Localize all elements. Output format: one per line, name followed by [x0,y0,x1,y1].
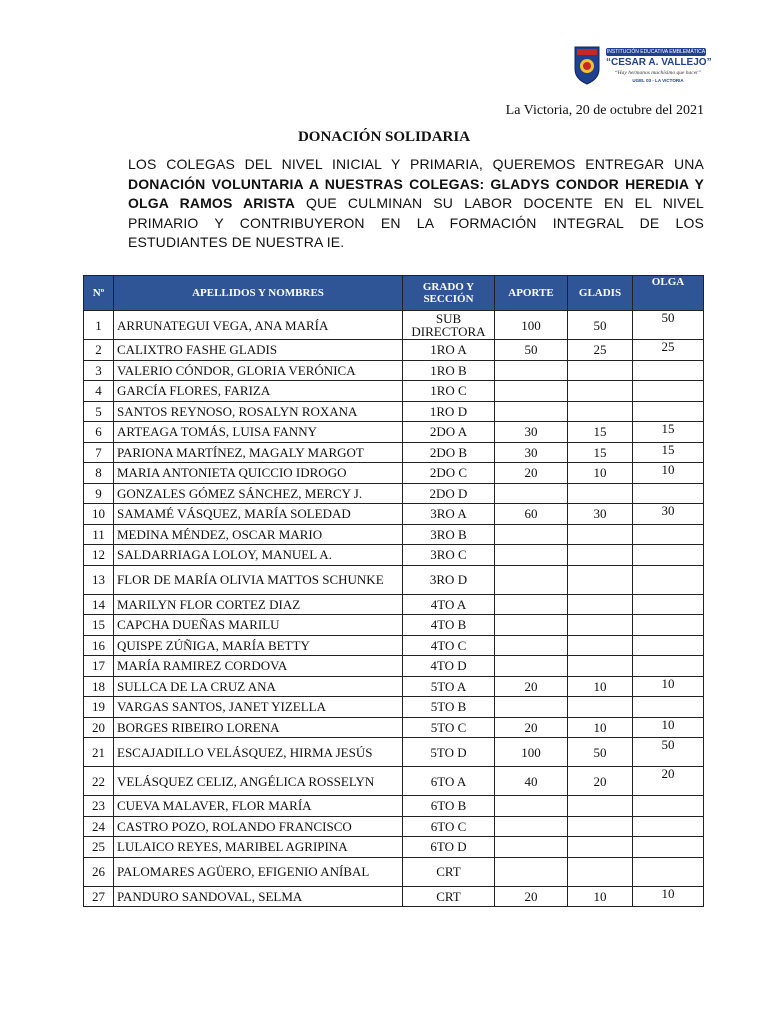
cell-name: GARCÍA FLORES, FARIZA [114,381,403,402]
cell-grado: 5TO C [403,717,495,738]
cell-no: 27 [84,886,114,907]
cell-no: 14 [84,594,114,615]
table-row [84,311,704,340]
intro-text-bold: DONACIÓN VOLUNTARIA A NUESTRAS COLEGAS: GLADYS CONDOR HEREDIA Y OLGA RAMOS ARISTA [128,175,704,211]
cell-grado: 5TO D [403,738,495,767]
cell-name: PARIONA MARTÍNEZ, MAGALY MARGOT [114,442,403,463]
logo-banner: INSTITUCIÓN EDUCATIVA EMBLEMÁTICA [606,49,706,55]
cell-name: MARILYN FLOR CORTEZ DIAZ [114,594,403,615]
cell-aporte: 100 [495,738,568,767]
cell-no: 3 [84,360,114,381]
cell-aporte [495,635,568,656]
cell-name: SALDARRIAGA LOLOY, MANUEL A. [114,545,403,566]
cell-grado: 6TO D [403,837,495,858]
cell-aporte: 20 [495,717,568,738]
cell-no: 13 [84,565,114,594]
cell-aporte [495,401,568,422]
cell-grado: 6TO A [403,767,495,796]
table-row [84,463,704,484]
cell-aporte [495,360,568,381]
cell-gladis [568,796,633,817]
table-row [84,442,704,463]
cell-olga [633,635,704,656]
table-row [84,796,704,817]
table-row [84,545,704,566]
table-row [84,340,704,361]
cell-aporte [495,565,568,594]
cell-gladis: 10 [568,717,633,738]
cell-olga [633,483,704,504]
table-row [84,697,704,718]
cell-no: 17 [84,656,114,677]
cell-aporte [495,837,568,858]
cell-grado: 3RO A [403,504,495,525]
cell-name: PANDURO SANDOVAL, SELMA [114,886,403,907]
cell-gladis: 50 [568,311,633,340]
cell-olga [633,837,704,858]
cell-aporte [495,524,568,545]
cell-grado: 5TO B [403,697,495,718]
cell-gladis: 10 [568,886,633,907]
cell-name: CAPCHA DUEÑAS MARILU [114,615,403,636]
table-row [84,767,704,796]
cell-no: 18 [84,676,114,697]
cell-no: 9 [84,483,114,504]
cell-name: ESCAJADILLO VELÁSQUEZ, HIRMA JESÚS [114,738,403,767]
school-name: “CESAR A. VALLEJO” [606,57,712,68]
cell-olga: 10 [633,676,704,697]
cell-olga [633,615,704,636]
table-row [84,381,704,402]
cell-olga [633,565,704,594]
shield-icon [573,45,601,85]
cell-grado: 2DO D [403,483,495,504]
cell-no: 25 [84,837,114,858]
cell-no: 15 [84,615,114,636]
cell-olga [633,524,704,545]
cell-gladis [568,483,633,504]
cell-olga [633,381,704,402]
cell-aporte [495,816,568,837]
table-row [84,483,704,504]
cell-gladis: 10 [568,676,633,697]
cell-olga: 25 [633,340,704,361]
cell-olga [633,360,704,381]
table-row [84,635,704,656]
cell-aporte: 60 [495,504,568,525]
cell-gladis [568,545,633,566]
header-aporte: APORTE [495,276,568,311]
cell-no: 1 [84,311,114,340]
cell-grado: 1RO A [403,340,495,361]
cell-grado: 2DO B [403,442,495,463]
cell-aporte: 20 [495,676,568,697]
cell-gladis [568,697,633,718]
cell-name: FLOR DE MARÍA OLIVIA MATTOS SCHUNKE [114,565,403,594]
cell-olga: 10 [633,886,704,907]
cell-gladis [568,635,633,656]
cell-name: ARRUNATEGUI VEGA, ANA MARÍA [114,311,403,340]
cell-olga [633,656,704,677]
cell-grado: 6TO B [403,796,495,817]
cell-olga: 10 [633,717,704,738]
cell-aporte: 40 [495,767,568,796]
cell-name: VALERIO CÓNDOR, GLORIA VERÓNICA [114,360,403,381]
table-header-row [84,276,704,311]
cell-name: LULAICO REYES, MARIBEL AGRIPINA [114,837,403,858]
table-row [84,504,704,525]
cell-no: 4 [84,381,114,402]
cell-aporte [495,796,568,817]
table-row [84,615,704,636]
cell-no: 2 [84,340,114,361]
cell-name: CASTRO POZO, ROLANDO FRANCISCO [114,816,403,837]
cell-aporte [495,483,568,504]
cell-name: GONZALES GÓMEZ SÁNCHEZ, MERCY J. [114,483,403,504]
cell-grado: 4TO D [403,656,495,677]
table-row [84,837,704,858]
cell-gladis [568,360,633,381]
cell-olga: 10 [633,463,704,484]
school-motto: “Hay hermanos muchísimo que hacer” [614,70,702,76]
cell-grado: 2DO A [403,422,495,443]
cell-olga [633,545,704,566]
header-name: APELLIDOS Y NOMBRES [114,276,403,311]
document-title: DONACIÓN SOLIDARIA [297,129,471,145]
cell-no: 16 [84,635,114,656]
cell-olga: 50 [633,738,704,767]
cell-no: 26 [84,857,114,886]
header-gladis: GLADIS [568,276,633,311]
cell-name: SULLCA DE LA CRUZ ANA [114,676,403,697]
cell-name: CUEVA MALAVER, FLOR MARÍA [114,796,403,817]
cell-gladis [568,656,633,677]
cell-no: 10 [84,504,114,525]
cell-gladis [568,524,633,545]
cell-grado: 2DO C [403,463,495,484]
cell-aporte [495,594,568,615]
cell-olga [633,816,704,837]
cell-name: MARÍA RAMIREZ CORDOVA [114,656,403,677]
cell-grado: 4TO C [403,635,495,656]
cell-grado: CRT [403,857,495,886]
cell-no: 23 [84,796,114,817]
table-row [84,422,704,443]
cell-olga [633,594,704,615]
table-row [84,524,704,545]
table-row [84,656,704,677]
cell-aporte: 30 [495,422,568,443]
cell-name: SANTOS REYNOSO, ROSALYN ROXANA [114,401,403,422]
cell-gladis: 20 [568,767,633,796]
cell-olga: 20 [633,767,704,796]
cell-aporte [495,697,568,718]
cell-no: 24 [84,816,114,837]
cell-name: MARIA ANTONIETA QUICCIO IDROGO [114,463,403,484]
cell-name: MEDINA MÉNDEZ, OSCAR MARIO [114,524,403,545]
cell-gladis: 25 [568,340,633,361]
cell-name: VARGAS SANTOS, JANET YIZELLA [114,697,403,718]
cell-no: 8 [84,463,114,484]
cell-aporte: 30 [495,442,568,463]
cell-gladis [568,401,633,422]
intro-text-1: LOS COLEGAS DEL NIVEL INICIAL Y PRIMARIA, QUEREMOS ENTREGAR UNA [128,156,704,172]
cell-gladis [568,837,633,858]
cell-aporte [495,615,568,636]
table-row [84,886,704,907]
cell-gladis [568,615,633,636]
intro-text-2: QUE CULMINAN SU LABOR DOCENTE EN EL NIVEL PRIMARIO Y CONTRIBUYERON EN LA FORMACIÓN INTEGRAL DE LOS ESTUDIANTES DE NUESTRA IE. [128,195,704,250]
cell-gladis [568,381,633,402]
cell-no: 20 [84,717,114,738]
table-row [84,401,704,422]
cell-no: 6 [84,422,114,443]
intro-paragraph [128,155,704,253]
donations-table [83,275,704,907]
table-row [84,676,704,697]
cell-gladis: 10 [568,463,633,484]
cell-aporte [495,656,568,677]
cell-name: PALOMARES AGÜERO, EFIGENIO ANÍBAL [114,857,403,886]
header-olga: OLGA [633,276,704,311]
cell-no: 19 [84,697,114,718]
cell-aporte: 50 [495,340,568,361]
cell-grado: 3RO B [403,524,495,545]
cell-name: SAMAMÉ VÁSQUEZ, MARÍA SOLEDAD [114,504,403,525]
cell-gladis [568,816,633,837]
cell-aporte: 20 [495,886,568,907]
header-no: Nº [84,276,114,311]
cell-olga: 15 [633,422,704,443]
cell-name: CALIXTRO FASHE GLADIS [114,340,403,361]
table-row [84,857,704,886]
cell-olga: 15 [633,442,704,463]
cell-name: BORGES RIBEIRO LORENA [114,717,403,738]
cell-no: 5 [84,401,114,422]
cell-grado: 3RO D [403,565,495,594]
cell-gladis [568,857,633,886]
cell-olga [633,401,704,422]
cell-name: QUISPE ZÚÑIGA, MARÍA BETTY [114,635,403,656]
cell-gladis [568,565,633,594]
cell-aporte: 100 [495,311,568,340]
cell-gladis: 15 [568,442,633,463]
table-body [84,311,704,907]
cell-gladis [568,594,633,615]
table-row [84,360,704,381]
cell-aporte [495,381,568,402]
cell-aporte: 20 [495,463,568,484]
table-row [84,594,704,615]
cell-aporte [495,545,568,566]
cell-grado: 1RO B [403,360,495,381]
cell-grado: 4TO A [403,594,495,615]
cell-name: VELÁSQUEZ CELIZ, ANGÉLICA ROSSELYN [114,767,403,796]
cell-gladis: 15 [568,422,633,443]
cell-olga [633,857,704,886]
cell-aporte [495,857,568,886]
cell-grado: 6TO C [403,816,495,837]
cell-no: 11 [84,524,114,545]
cell-olga: 50 [633,311,704,340]
cell-olga [633,697,704,718]
cell-olga: 30 [633,504,704,525]
cell-grado: 1RO D [403,401,495,422]
cell-olga [633,796,704,817]
school-ugel: UGEL 03 - LA VICTORIA [632,78,684,83]
cell-gladis: 50 [568,738,633,767]
table-row [84,816,704,837]
table-row [84,565,704,594]
cell-no: 7 [84,442,114,463]
cell-grado: SUB DIRECTORA [403,311,495,340]
cell-grado: 5TO A [403,676,495,697]
cell-grado: 4TO B [403,615,495,636]
cell-gladis: 30 [568,504,633,525]
cell-no: 22 [84,767,114,796]
cell-name: ARTEAGA TOMÁS, LUISA FANNY [114,422,403,443]
table-row [84,717,704,738]
document-date: La Victoria, 20 de octubre del 2021 [505,103,704,118]
cell-grado: 1RO C [403,381,495,402]
cell-no: 12 [84,545,114,566]
table-row [84,738,704,767]
header-grado: GRADO Y SECCIÓN [403,276,495,311]
school-logo [573,45,713,87]
cell-no: 21 [84,738,114,767]
cell-grado: CRT [403,886,495,907]
cell-grado: 3RO C [403,545,495,566]
